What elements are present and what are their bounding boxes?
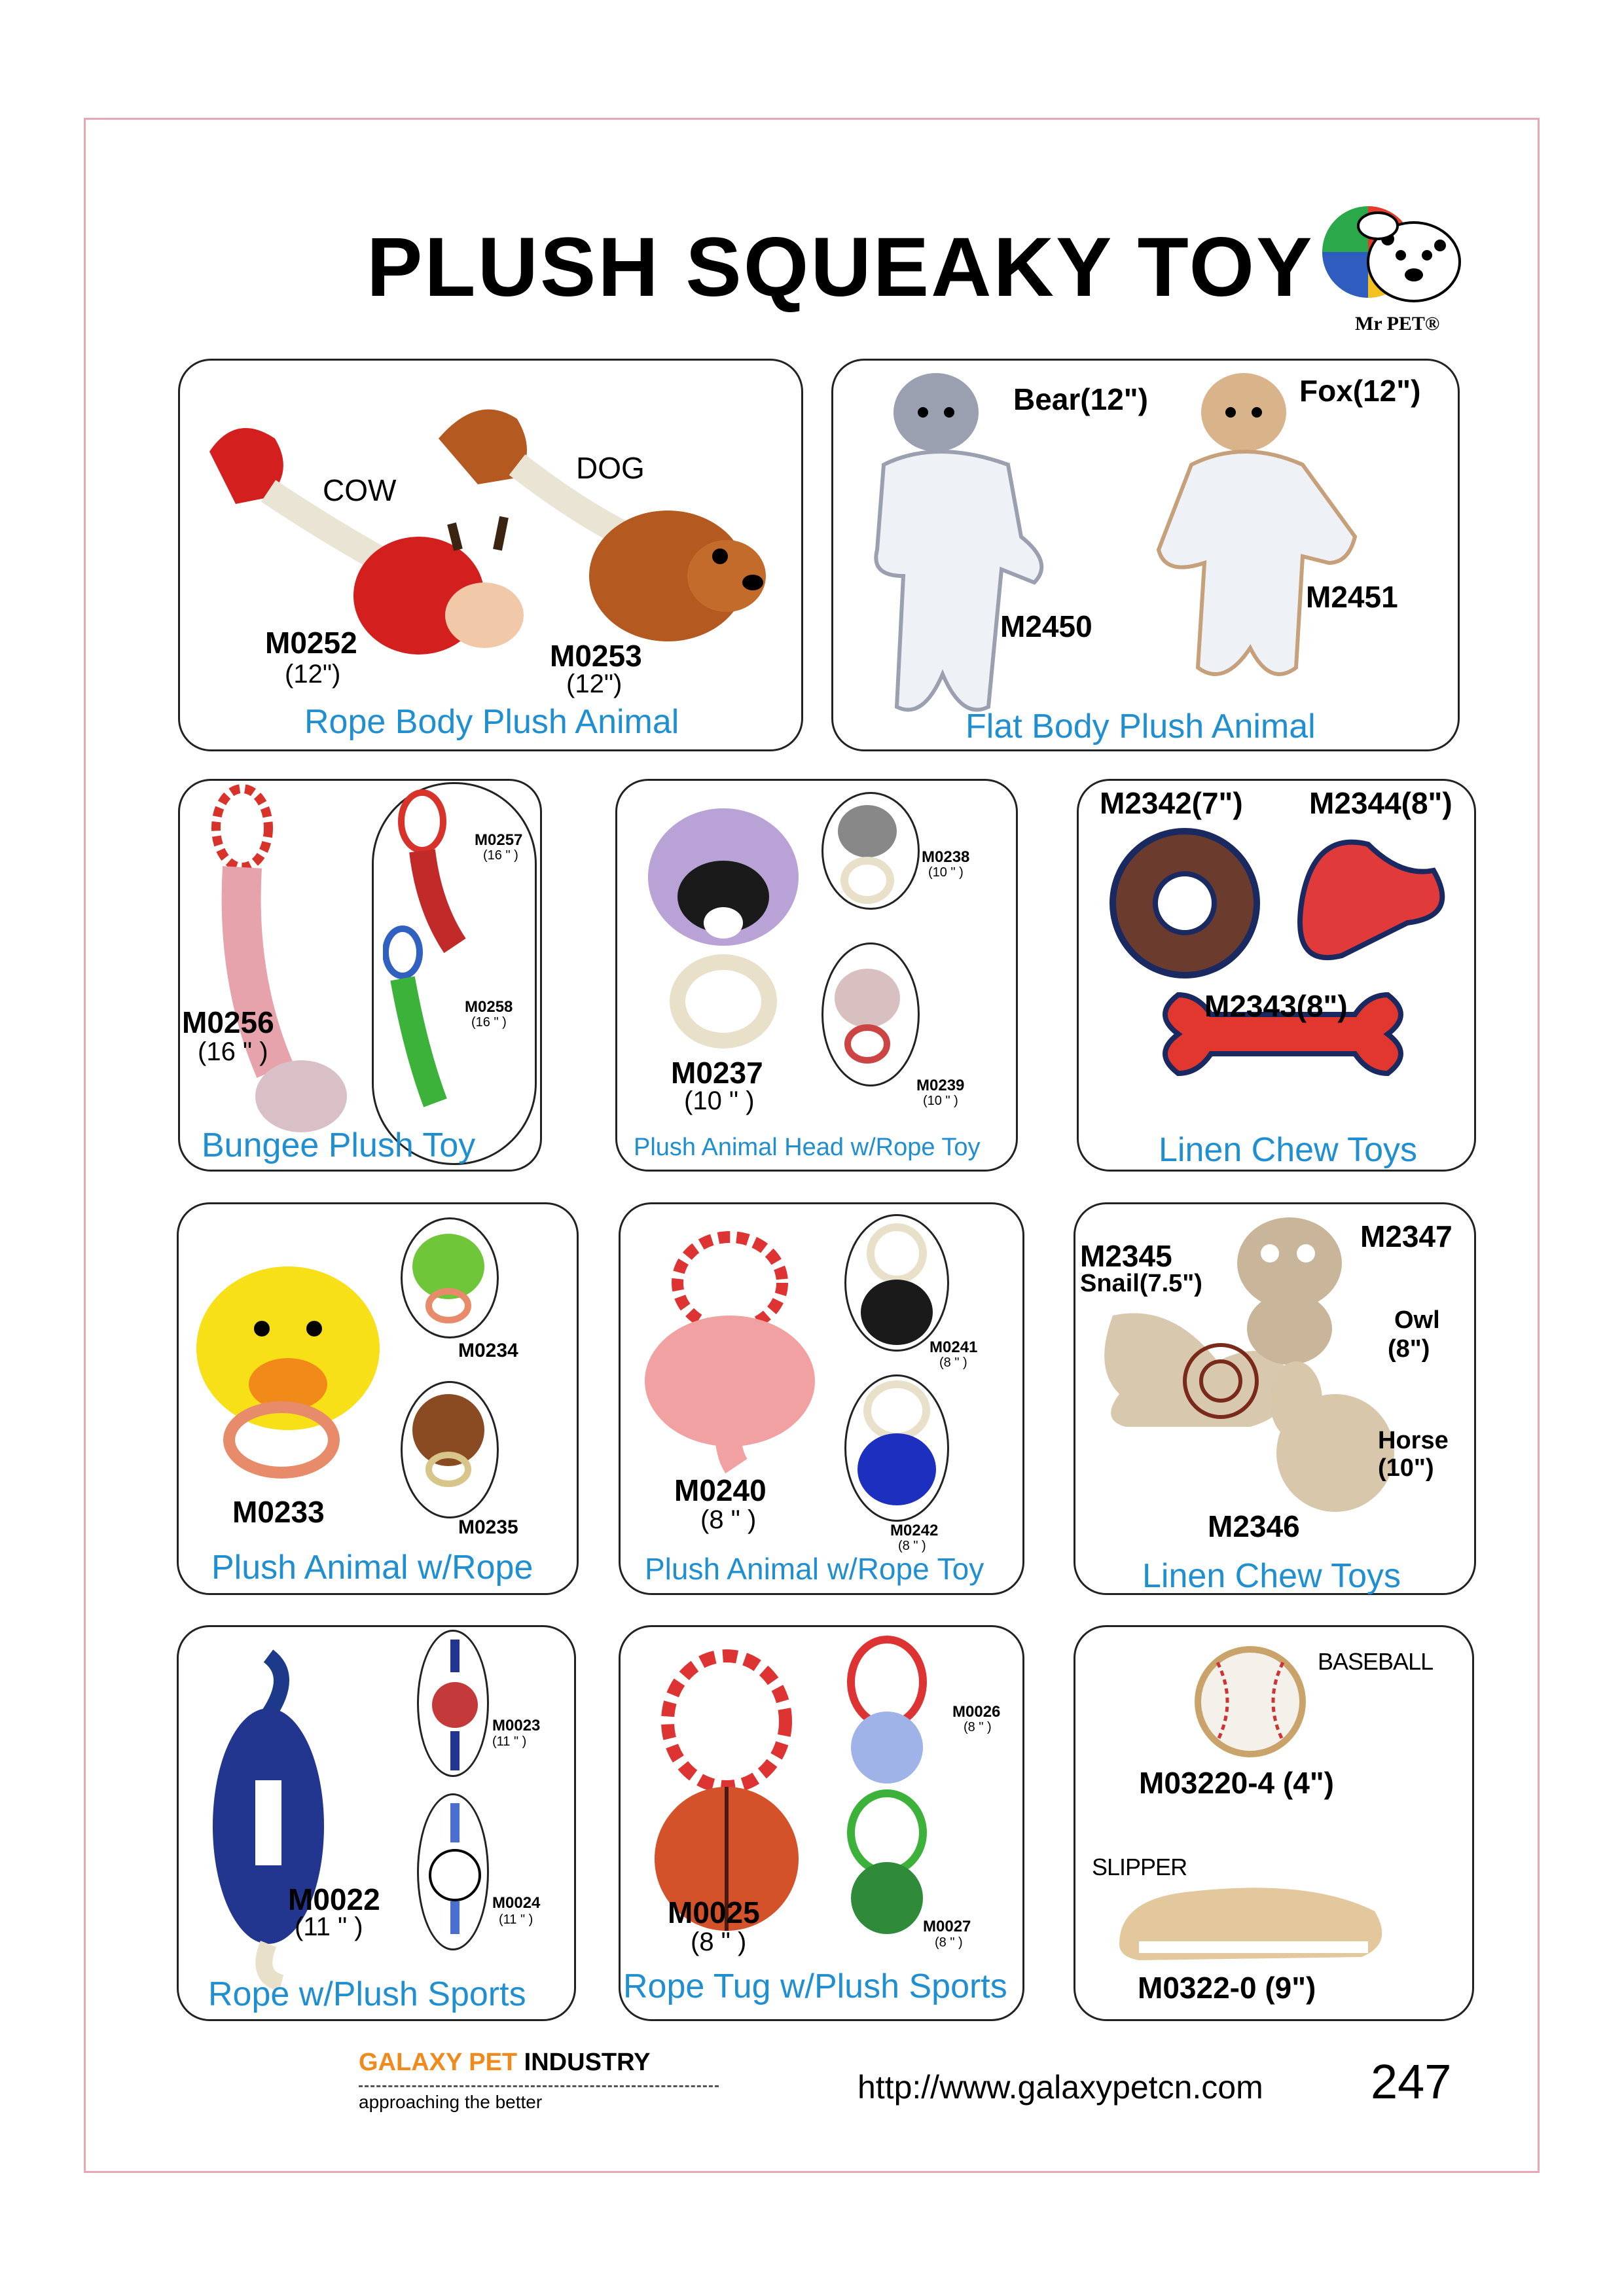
small-sports-toys-image xyxy=(425,1633,484,1947)
small-head-toys-image xyxy=(831,802,910,1090)
panel-title-rope-sports: Rope w/Plush Sports xyxy=(208,1975,526,2013)
brand-black: INDUSTRY xyxy=(517,2049,651,2076)
m0027-label: M0027 xyxy=(923,1918,971,1935)
panel-title-plush-rope-toy: Plush Animal w/Rope Toy xyxy=(645,1552,984,1586)
m0026-label: M0026 xyxy=(952,1703,1001,1721)
m0025-size: (8 " ) xyxy=(691,1928,747,1956)
footer-url[interactable]: http://www.galaxypetcn.com xyxy=(857,2069,1263,2106)
panel-title-animal-head: Plush Animal Head w/Rope Toy xyxy=(634,1134,981,1161)
cow-label: COW xyxy=(323,473,397,507)
horse-label: Horse xyxy=(1378,1427,1449,1454)
m0258-label: M0258 xyxy=(465,998,513,1016)
horse-size: (10") xyxy=(1378,1454,1434,1482)
m0257-size: (16 " ) xyxy=(483,848,518,863)
m0233-label: M0233 xyxy=(232,1495,325,1529)
brand-orange: GALAXY PET xyxy=(359,2049,518,2076)
frog-bear-toys-image xyxy=(409,1227,488,1515)
m0252-label: M0252 xyxy=(265,626,357,660)
panel-title-plush-rope: Plush Animal w/Rope xyxy=(211,1549,533,1587)
m0256-label: M0256 xyxy=(182,1005,274,1039)
m2344-label: M2344(8") xyxy=(1309,786,1453,820)
m0241-size: (8 " ) xyxy=(939,1355,967,1370)
panel-title-linen1: Linen Chew Toys xyxy=(1159,1131,1418,1169)
m2450-label: M2450 xyxy=(1000,609,1092,643)
panel-title-rope-body: Rope Body Plush Animal xyxy=(304,703,679,741)
fox-toy-image xyxy=(1152,367,1368,687)
m0258-size: (16 " ) xyxy=(471,1015,507,1030)
m0237-size: (10 " ) xyxy=(684,1086,755,1115)
gorilla-raccoon-toys-image xyxy=(851,1221,943,1515)
snail-label: Snail(7.5") xyxy=(1080,1270,1202,1297)
m2342-label: M2342(7") xyxy=(1100,786,1243,820)
panel-title-flat-body: Flat Body Plush Animal xyxy=(965,708,1316,745)
dog-toy-image xyxy=(419,380,785,668)
m03220-label: M03220-4 (4") xyxy=(1139,1766,1334,1800)
m0241-label: M0241 xyxy=(929,1338,978,1356)
m0237-label: M0237 xyxy=(671,1056,763,1090)
elephant-toy-image xyxy=(645,1230,821,1492)
dog-label: DOG xyxy=(576,451,645,485)
baseball-label: BASEBALL xyxy=(1318,1648,1434,1675)
m0322-label: M0322-0 (9") xyxy=(1138,1971,1316,2005)
m0240-label: M0240 xyxy=(674,1473,767,1507)
m2343-label: M2343(8") xyxy=(1204,989,1348,1023)
panel-title-linen2: Linen Chew Toys xyxy=(1142,1557,1401,1595)
m0240-size: (8 " ) xyxy=(700,1505,757,1534)
m0023-size: (11 " ) xyxy=(492,1734,527,1749)
m0024-size: (11 " ) xyxy=(499,1912,533,1927)
m0257-label: M0257 xyxy=(475,831,523,849)
m0027-size: (8 " ) xyxy=(935,1935,963,1950)
m0252-size: (12") xyxy=(285,660,341,689)
bear-label: Bear(12") xyxy=(1013,382,1148,416)
m0234-label: M0234 xyxy=(458,1340,518,1361)
m0022-label: M0022 xyxy=(288,1882,380,1916)
m0025-label: M0025 xyxy=(668,1895,760,1929)
m0239-label: M0239 xyxy=(916,1077,965,1094)
raccoon-head-toy-image xyxy=(638,798,808,1054)
logo-text: Mr PET® xyxy=(1355,313,1440,334)
m0242-label: M0242 xyxy=(890,1522,939,1539)
footer-brand xyxy=(359,2049,651,2077)
m0239-size: (10 " ) xyxy=(923,1094,958,1108)
duck-toy-image xyxy=(190,1257,386,1486)
owl-label: Owl xyxy=(1394,1306,1440,1334)
footer-divider xyxy=(359,2085,719,2087)
bungee-toy-image xyxy=(196,782,367,1162)
m0235-label: M0235 xyxy=(458,1516,518,1538)
m0023-label: M0023 xyxy=(492,1717,541,1734)
bear-toy-image xyxy=(857,367,1080,733)
m2346-label: M2346 xyxy=(1208,1509,1300,1543)
small-ball-tugs-image xyxy=(838,1630,936,1944)
baseball-toy-image xyxy=(1191,1643,1309,1761)
m0026-size: (8 " ) xyxy=(964,1720,992,1734)
footer-tagline: approaching the better xyxy=(359,2092,543,2112)
m0024-label: M0024 xyxy=(492,1894,541,1912)
m2451-label: M2451 xyxy=(1306,580,1398,614)
m0256-size: (16 " ) xyxy=(198,1037,268,1066)
m0253-label: M0253 xyxy=(550,639,642,673)
m0242-size: (8 " ) xyxy=(898,1539,926,1553)
m0238-label: M0238 xyxy=(922,848,970,866)
m0253-size: (12") xyxy=(566,670,623,698)
m0238-size: (10 " ) xyxy=(928,865,964,880)
linen-toys-image-1 xyxy=(1093,818,1473,1132)
slipper-label: SLIPPER xyxy=(1092,1854,1187,1880)
page-number: 247 xyxy=(1371,2054,1452,2109)
slipper-toy-image xyxy=(1113,1872,1394,1970)
fox-label: Fox(12") xyxy=(1299,374,1421,408)
m0022-size: (11 " ) xyxy=(295,1912,363,1941)
m2347-label: M2347 xyxy=(1360,1219,1453,1253)
panel-title-rope-tug: Rope Tug w/Plush Sports xyxy=(623,1967,1007,2005)
m2345-label: M2345 xyxy=(1080,1239,1172,1273)
page-title: PLUSH SQUEAKY TOY xyxy=(367,221,1314,314)
owl-size: (8") xyxy=(1388,1335,1430,1363)
panel-title-bungee: Bungee Plush Toy xyxy=(202,1126,476,1164)
